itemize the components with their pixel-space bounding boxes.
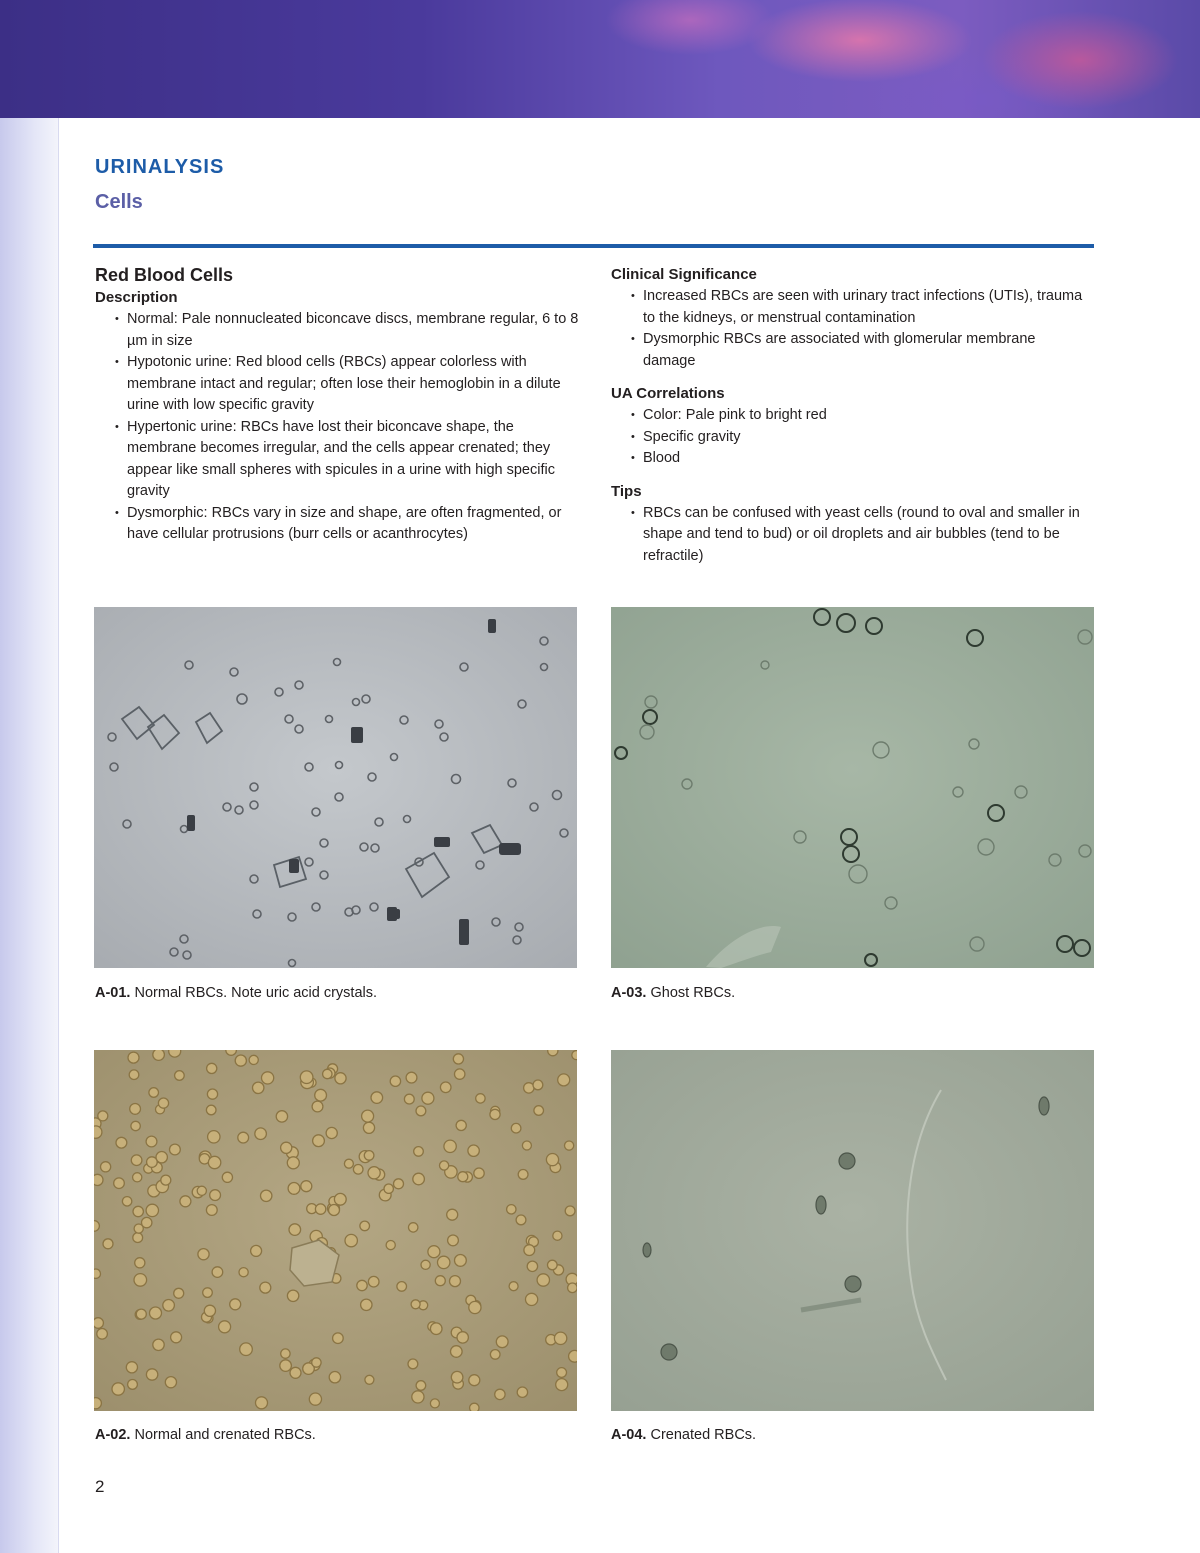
rbc-cell <box>516 1215 526 1225</box>
figure-text: Normal and crenated RBCs. <box>130 1427 316 1443</box>
rbc-cell <box>133 1206 143 1216</box>
description-column <box>95 264 585 546</box>
rbc-cell <box>451 1346 463 1358</box>
rbc-cell <box>136 1309 146 1319</box>
rbc-cell <box>554 1332 566 1344</box>
rbc-cell <box>103 1239 113 1249</box>
tips-heading: Tips <box>611 482 642 500</box>
rbc-cell <box>569 1350 577 1362</box>
rbc-cell <box>416 1106 426 1116</box>
rbc-cell <box>97 1329 108 1340</box>
rbc-cell <box>94 1174 103 1185</box>
rbc-cell <box>134 1224 143 1233</box>
rbc-cell <box>114 1178 125 1189</box>
rbc-cell <box>363 1122 374 1133</box>
rbc-cell <box>122 1197 131 1206</box>
list-item: • RBCs can be confused with yeast cells (round to oval and smaller in shape and tend to bud) or oil droplets and air bubbles (tend to be refractile) <box>643 503 1091 568</box>
rbc-cell <box>207 1063 217 1073</box>
rbc-cell <box>365 1375 374 1384</box>
rbc-cell <box>249 1055 258 1064</box>
figure-caption <box>611 985 735 1001</box>
rbc-cell <box>357 1280 367 1290</box>
rbc-cell <box>558 1074 570 1086</box>
rbc-cell <box>101 1162 111 1172</box>
rbc-cell <box>455 1069 465 1079</box>
rbc-cell <box>490 1350 500 1360</box>
rbc-cell <box>169 1050 181 1057</box>
rbc-cell <box>430 1323 442 1335</box>
rbc-cell <box>230 1299 241 1310</box>
rbc-cell <box>458 1172 468 1182</box>
list-item: • Dysmorphic RBCs are associated with glomerular membrane damage <box>643 329 1091 372</box>
rbc-cell <box>128 1052 139 1063</box>
rbc-cell <box>312 1101 323 1112</box>
rbc-cell <box>469 1375 480 1386</box>
rbc-cell <box>361 1299 372 1310</box>
rbc-cell <box>180 1196 191 1207</box>
rbc-cell <box>413 1173 425 1185</box>
rbc-cell <box>131 1121 140 1130</box>
figure-text: Ghost RBCs. <box>646 985 736 1001</box>
rbc-cell <box>126 1362 137 1373</box>
rbc-cell <box>208 1156 220 1168</box>
figure-id: A-03. <box>611 985 647 1001</box>
rbc-cell <box>288 1183 300 1195</box>
rbc-cell <box>198 1249 209 1260</box>
rbc-cell <box>262 1072 274 1084</box>
rbc-cell <box>260 1282 271 1293</box>
header-banner-image <box>0 0 1200 118</box>
rbc-cell <box>239 1268 248 1277</box>
rbc-cell <box>517 1387 527 1397</box>
rbc-cell <box>557 1368 567 1378</box>
rbc-cell <box>444 1140 456 1152</box>
rbc-cell <box>527 1261 537 1271</box>
rbc-cell <box>197 1186 206 1195</box>
rbc-cell <box>161 1175 171 1185</box>
rbc-cell <box>495 1389 505 1399</box>
rbc-cell <box>287 1290 298 1301</box>
rbc-cell <box>335 1073 346 1084</box>
sidebar-gradient <box>0 118 59 1553</box>
rbc-cell <box>313 1135 325 1147</box>
rbc-cell <box>135 1258 145 1268</box>
rbc-cell <box>131 1155 142 1166</box>
rbc-cell <box>430 1399 439 1408</box>
rbc-cell <box>476 1094 485 1103</box>
rbc-cell <box>309 1393 321 1405</box>
rbc-cell <box>490 1109 500 1119</box>
rbc-cell <box>450 1276 461 1287</box>
rbc-cell <box>453 1054 463 1064</box>
rbc-cell <box>156 1152 167 1163</box>
rbc-cell <box>507 1205 516 1214</box>
rbc-cell <box>371 1092 383 1104</box>
rbc-cell <box>323 1069 332 1078</box>
rbc-cell <box>421 1260 430 1269</box>
rbc-cell <box>280 1360 292 1372</box>
figure-text: Normal RBCs. Note uric acid crystals. <box>130 985 378 1001</box>
rbc-cell <box>238 1132 249 1143</box>
rbc-cell <box>251 1245 262 1256</box>
rbc-cell <box>289 1224 301 1236</box>
rbc-cell <box>456 1120 466 1130</box>
rbc-cell <box>281 1349 290 1358</box>
rbc-cell <box>276 1111 287 1122</box>
rbc-cell <box>522 1141 531 1150</box>
figure-id: A-04. <box>611 1427 647 1443</box>
rbc-cell <box>329 1205 340 1216</box>
rbc-cell <box>469 1301 481 1313</box>
rbc-cell <box>468 1145 479 1156</box>
rbc-cell <box>235 1055 246 1066</box>
rbc-cell <box>565 1206 575 1216</box>
rbc-cell <box>496 1336 508 1348</box>
rbc-cell <box>455 1255 467 1267</box>
rbc-cell <box>222 1172 232 1182</box>
rbc-cell <box>146 1136 157 1147</box>
list-item: • Blood <box>643 448 1091 470</box>
rbc-cell <box>253 1082 264 1093</box>
rbc-cell <box>384 1184 393 1193</box>
rbc-cell <box>397 1282 407 1292</box>
rbc-cell <box>329 1372 340 1383</box>
rbc-cell <box>386 1241 395 1250</box>
rbc-cell <box>203 1288 213 1298</box>
rbc-cell <box>175 1071 185 1081</box>
rbc-cell <box>301 1181 312 1192</box>
rbc-cell <box>94 1126 102 1138</box>
rbc-cell <box>509 1282 518 1291</box>
rbc-cell <box>158 1098 168 1108</box>
rbc-cell <box>133 1233 143 1243</box>
rbc-cell <box>165 1377 176 1388</box>
list-item: • Hypotonic urine: Red blood cells (RBCs) appear colorless with membrane intact and regular; often lose their hemoglobin in a dilute urine with low specific gravity <box>127 352 585 417</box>
rbc-cell <box>146 1369 157 1380</box>
rbc-cell <box>368 1167 380 1179</box>
section-subtitle: Cells <box>95 191 143 213</box>
list-item: • Normal: Pale nonnucleated biconcave discs, membrane regular, 6 to 8 µm in size <box>127 309 585 352</box>
rbc-cell <box>256 1397 268 1409</box>
rbc-cell <box>94 1398 101 1409</box>
rbc-cell <box>334 1193 346 1205</box>
section-kicker: URINALYSIS <box>95 156 225 178</box>
rbc-cell <box>94 1318 103 1329</box>
rbc-cell <box>428 1246 440 1258</box>
figure-id: A-02. <box>95 1427 131 1443</box>
rbc-cell <box>219 1321 231 1333</box>
rbc-cell <box>546 1154 558 1166</box>
rbc-cell <box>300 1071 313 1084</box>
rbc-cell <box>226 1050 237 1055</box>
rbc-cell <box>438 1256 450 1268</box>
rbc-cell <box>312 1358 321 1367</box>
rbc-cell <box>440 1082 451 1093</box>
rbc-cell <box>134 1274 147 1287</box>
description-heading: Description <box>95 289 178 306</box>
micrograph-ghost-rbcs <box>611 607 1094 968</box>
rbc-cell <box>409 1223 418 1232</box>
rbc-cell <box>565 1141 574 1150</box>
rbc-cell <box>416 1381 426 1391</box>
rbc-cell <box>474 1168 484 1178</box>
rbc-cell <box>404 1094 414 1104</box>
rbc-cell <box>210 1190 221 1201</box>
rbc-cell <box>344 1159 353 1168</box>
rbc-cell <box>315 1089 327 1101</box>
rbc-cell <box>133 1173 142 1182</box>
rbc-cell <box>287 1157 299 1169</box>
rbc-cell <box>146 1204 158 1216</box>
rbc-cell <box>537 1274 549 1286</box>
rbc-cell <box>94 1221 99 1232</box>
list-item: • Specific gravity <box>643 427 1091 449</box>
micrograph-normal-rbcs <box>94 607 577 968</box>
rbc-cell <box>360 1221 370 1231</box>
rbc-cell <box>171 1332 182 1343</box>
rbc-cell <box>290 1367 301 1378</box>
rbc-cell <box>470 1403 479 1411</box>
rbc-cell <box>422 1092 434 1104</box>
tips-list <box>611 503 1091 568</box>
rbc-cell <box>149 1088 159 1098</box>
rbc-cell <box>170 1144 181 1155</box>
rbc-cell <box>128 1380 138 1390</box>
rbc-cell <box>553 1231 562 1240</box>
rbc-cell <box>129 1070 139 1080</box>
rbc-cell <box>94 1269 101 1278</box>
rbc-cell <box>556 1379 568 1391</box>
topic-title: Red Blood Cells <box>95 265 234 285</box>
rbc-cell <box>333 1333 344 1344</box>
figure-caption <box>611 1427 756 1443</box>
clinical-heading: Clinical Significance <box>611 266 757 283</box>
rbc-cell <box>368 1276 379 1287</box>
rbc-cell <box>150 1307 162 1319</box>
rbc-cell <box>524 1245 535 1256</box>
rbc-cell <box>206 1105 216 1115</box>
rbc-cell <box>457 1332 468 1343</box>
rbc-cell <box>315 1204 325 1214</box>
list-item: • Hypertonic urine: RBCs have lost their biconcave shape, the membrane becomes irregular, and the cells appear crenated; they appear like small spheres with spicules in a urine with high specific gravity <box>127 417 585 503</box>
page-number: 2 <box>95 1477 105 1496</box>
rbc-cell <box>362 1110 374 1122</box>
rbc-cell <box>206 1205 217 1216</box>
figure-id: A-01. <box>95 985 131 1001</box>
rbc-cell <box>518 1170 528 1180</box>
figure-caption <box>95 985 377 1001</box>
rbc-cell <box>212 1267 223 1278</box>
rbc-cell <box>390 1076 400 1086</box>
rbc-cell <box>112 1383 124 1395</box>
rbc-cell <box>440 1161 449 1170</box>
rbc-cell <box>526 1293 538 1305</box>
rbc-cell <box>451 1371 463 1383</box>
rbc-cell <box>326 1127 337 1138</box>
rbc-cell <box>208 1131 220 1143</box>
rbc-cell <box>411 1300 420 1309</box>
rbc-cell <box>345 1234 357 1246</box>
list-item: • Increased RBCs are seen with urinary tract infections (UTIs), trauma to the kidneys, or menstrual contamination <box>643 286 1091 329</box>
rbc-cell <box>408 1359 418 1369</box>
rbc-cell <box>394 1179 404 1189</box>
description-list <box>95 309 585 546</box>
rbc-cell <box>533 1080 543 1090</box>
rbc-cell <box>364 1151 374 1161</box>
rbc-cell <box>414 1147 424 1157</box>
ua-heading: UA Correlations <box>611 385 725 402</box>
rbc-cell <box>153 1339 164 1350</box>
rbc-cell <box>406 1072 417 1083</box>
rbc-cell <box>548 1260 558 1270</box>
rbc-cell <box>174 1288 184 1298</box>
header-rule <box>93 244 1094 248</box>
list-item: • Color: Pale pink to bright red <box>643 405 1091 427</box>
rbc-cell <box>447 1209 458 1220</box>
rbc-cell <box>572 1051 577 1060</box>
rbc-cell <box>353 1165 363 1175</box>
ua-list <box>611 405 1091 470</box>
significance-column <box>611 264 1091 567</box>
rbc-cell <box>163 1300 175 1312</box>
rbc-cell <box>240 1343 253 1356</box>
rbc-cell <box>568 1283 577 1293</box>
rbc-cell <box>204 1305 215 1316</box>
figure-text: Crenated RBCs. <box>646 1427 757 1443</box>
rbc-cell <box>255 1128 267 1140</box>
micrograph-normal-crenated-rbcs <box>94 1050 577 1411</box>
rbc-cell <box>207 1089 217 1099</box>
rbc-cell <box>412 1391 424 1403</box>
clinical-list <box>611 286 1091 372</box>
rbc-cell <box>116 1137 127 1148</box>
rbc-cell <box>281 1142 292 1153</box>
rbc-cell <box>534 1106 544 1116</box>
rbc-cell <box>130 1104 141 1115</box>
rbc-cell <box>448 1235 459 1246</box>
rbc-cell <box>435 1276 445 1286</box>
figure-caption <box>95 1427 316 1443</box>
rbc-cell <box>511 1123 521 1133</box>
micrograph-crenated-rbcs <box>611 1050 1094 1411</box>
rbc-cell <box>261 1190 272 1201</box>
rbc-cell <box>548 1050 558 1056</box>
rbc-cell <box>153 1050 165 1060</box>
list-item: • Dysmorphic: RBCs vary in size and shape, are often fragmented, or have cellular protrusions (burr cells or acanthrocytes) <box>127 503 585 546</box>
